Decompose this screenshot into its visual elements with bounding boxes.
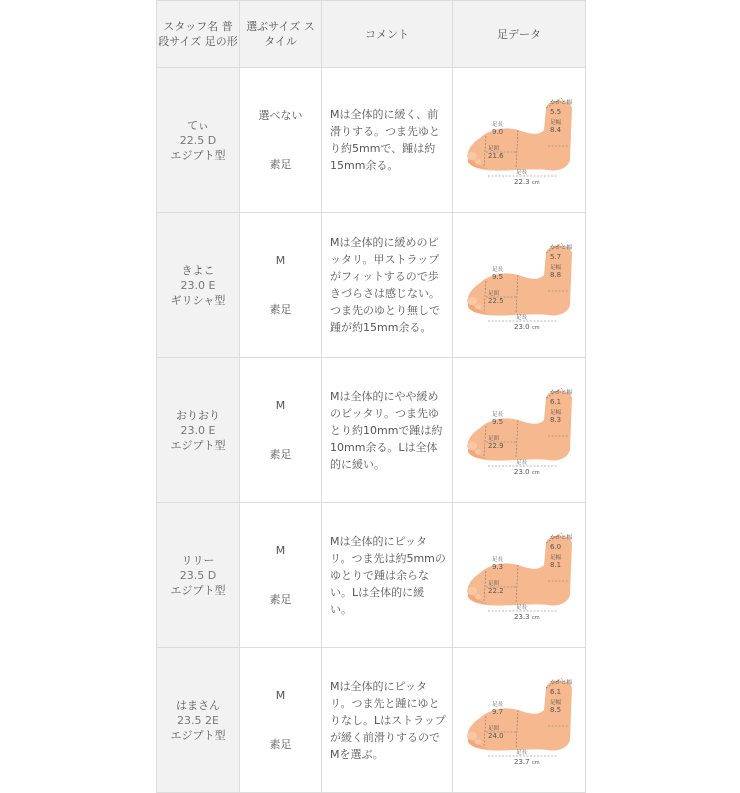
- instep-value: 9.7: [492, 708, 504, 716]
- heel-value: 6.0: [550, 543, 562, 551]
- wear-style: 素足: [269, 448, 292, 461]
- foot-shape: エジプト型: [170, 438, 226, 452]
- comment-text: Mは全体的にピッタリ。つま先は約5mmのゆとりで踵は余らない。Lは全体的に緩い。: [330, 534, 446, 616]
- wear-style: 素足: [269, 593, 292, 606]
- length-unit: cm: [532, 760, 540, 766]
- instep-value: 9.5: [492, 273, 504, 281]
- staff-cell: [157, 358, 240, 503]
- width-label: 足幅: [550, 265, 562, 271]
- header-foot-data: 足データ: [453, 1, 586, 68]
- instep-value: 9.5: [492, 418, 504, 426]
- staff-fitting-table: [156, 0, 586, 793]
- comment-text: Mは全体的に緩く、前滑りする。つま先ゆとり約5mmで、踵は約15mm余る。: [330, 108, 440, 172]
- heel-label: かかと幅: [550, 390, 573, 396]
- chosen-size: M: [275, 544, 286, 557]
- staff-name: てぃ: [187, 118, 209, 132]
- instep-label: 足長: [492, 122, 504, 128]
- heel-label: かかと幅: [550, 100, 573, 106]
- ball-label: 足囲: [488, 726, 500, 732]
- wear-style: 素足: [269, 158, 292, 171]
- width-label: 足幅: [550, 700, 562, 706]
- length-unit: cm: [532, 470, 540, 476]
- chosen-size: M: [275, 689, 286, 702]
- comment-cell: [322, 503, 453, 648]
- length-value: 23.3: [514, 613, 530, 621]
- size-style-cell: [240, 503, 322, 648]
- length-value: 22.3: [514, 178, 530, 186]
- foot-data-cell: [453, 213, 586, 358]
- foot-diagram: [458, 670, 580, 770]
- foot-shape: エジプト型: [170, 148, 226, 162]
- foot-diagram: [458, 525, 580, 625]
- comment-text: Mは全体的に緩めのピッタリ。甲ストラップがフィットするので歩きづらさは感じない。つま先のゆとり無しで踵が約15mm余る。: [330, 236, 440, 334]
- width-value: 8.3: [550, 416, 562, 424]
- usual-size: 23.0 E: [180, 278, 216, 292]
- size-style-cell: [240, 648, 322, 793]
- ball-label: 足囲: [488, 581, 500, 587]
- heel-label: かかと幅: [550, 535, 573, 541]
- width-label: 足幅: [550, 555, 562, 561]
- foot-shape: エジプト型: [170, 728, 226, 742]
- staff-name: はまさん: [176, 698, 220, 712]
- table-row: [157, 213, 586, 358]
- header-name: スタッフ名 普段サイズ 足の形: [157, 1, 240, 68]
- table-row: [157, 648, 586, 793]
- ball-label: 足囲: [488, 146, 500, 152]
- heel-value: 6.1: [550, 398, 562, 406]
- instep-value: 9.0: [492, 128, 504, 136]
- width-label: 足幅: [550, 410, 562, 416]
- chosen-size: M: [275, 254, 286, 267]
- foot-data-cell: [453, 358, 586, 503]
- heel-value: 6.1: [550, 688, 562, 696]
- foot-shape: エジプト型: [170, 583, 226, 597]
- instep-value: 9.3: [492, 563, 504, 571]
- length-label: 足長: [516, 170, 528, 176]
- foot-data-cell: [453, 503, 586, 648]
- usual-size: 22.5 D: [179, 133, 217, 147]
- ball-value: 21.6: [488, 152, 504, 160]
- ball-label: 足囲: [488, 436, 500, 442]
- table-row: [157, 68, 586, 213]
- foot-diagram: [458, 90, 580, 190]
- usual-size: 23.5 D: [179, 568, 217, 582]
- heel-label: かかと幅: [550, 680, 573, 686]
- comment-cell: [322, 358, 453, 503]
- foot-data-cell: [453, 648, 586, 793]
- header-comment: コメント: [322, 1, 453, 68]
- instep-label: 足長: [492, 267, 504, 273]
- length-value: 23.0: [514, 468, 530, 476]
- comment-cell: [322, 213, 453, 358]
- width-value: 8.4: [550, 126, 562, 134]
- width-label: 足幅: [550, 120, 562, 126]
- table-row: [157, 503, 586, 648]
- heel-label: かかと幅: [550, 245, 573, 251]
- length-unit: cm: [532, 325, 540, 331]
- ball-label: 足囲: [488, 291, 500, 297]
- width-value: 8.8: [550, 271, 562, 279]
- length-value: 23.0: [514, 323, 530, 331]
- foot-shape: ギリシャ型: [170, 293, 226, 307]
- heel-value: 5.7: [550, 253, 562, 261]
- length-label: 足長: [516, 460, 528, 466]
- staff-cell: [157, 213, 240, 358]
- staff-cell: [157, 68, 240, 213]
- wear-style: 素足: [269, 303, 292, 316]
- table-row: [157, 358, 586, 503]
- chosen-size: M: [275, 399, 286, 412]
- staff-name: きよこ: [181, 263, 215, 277]
- width-value: 8.1: [550, 561, 562, 569]
- chosen-size: 選べない: [258, 109, 303, 122]
- instep-label: 足長: [492, 412, 504, 418]
- ball-value: 24.0: [488, 732, 504, 740]
- instep-label: 足長: [492, 557, 504, 563]
- table-header-row: [157, 1, 586, 68]
- size-style-cell: [240, 213, 322, 358]
- staff-name: リリー: [181, 553, 215, 567]
- foot-diagram: [458, 380, 580, 480]
- width-value: 8.5: [550, 706, 562, 714]
- staff-name: おりおり: [176, 408, 220, 422]
- length-label: 足長: [516, 315, 528, 321]
- size-style-cell: [240, 358, 322, 503]
- ball-value: 22.9: [488, 442, 504, 450]
- ball-value: 22.5: [488, 297, 504, 305]
- length-value: 23.7: [514, 758, 530, 766]
- staff-cell: [157, 648, 240, 793]
- ball-value: 22.2: [488, 587, 504, 595]
- foot-data-cell: [453, 68, 586, 213]
- heel-value: 5.5: [550, 108, 562, 116]
- comment-text: Mは全体的にやや緩めのピッタリ。つま先ゆとり約10mmで踵は約10mm余る。Lは全体的に緩い。: [330, 389, 443, 471]
- comment-text: Mは全体的にピッタリ。つま先と踵にゆとりなし。Lはストラップが緩く前滑りするのでMを選ぶ。: [330, 679, 446, 761]
- wear-style: 素足: [269, 738, 292, 751]
- size-style-cell: [240, 68, 322, 213]
- usual-size: 23.0 E: [180, 423, 216, 437]
- length-unit: cm: [532, 180, 540, 186]
- length-label: 足長: [516, 605, 528, 611]
- staff-cell: [157, 503, 240, 648]
- foot-diagram: [458, 235, 580, 335]
- header-size-style: 選ぶサイズ スタイル: [240, 1, 322, 68]
- comment-cell: [322, 648, 453, 793]
- length-label: 足長: [516, 750, 528, 756]
- instep-label: 足長: [492, 702, 504, 708]
- length-unit: cm: [532, 615, 540, 621]
- comment-cell: [322, 68, 453, 213]
- usual-size: 23.5 2E: [177, 713, 219, 727]
